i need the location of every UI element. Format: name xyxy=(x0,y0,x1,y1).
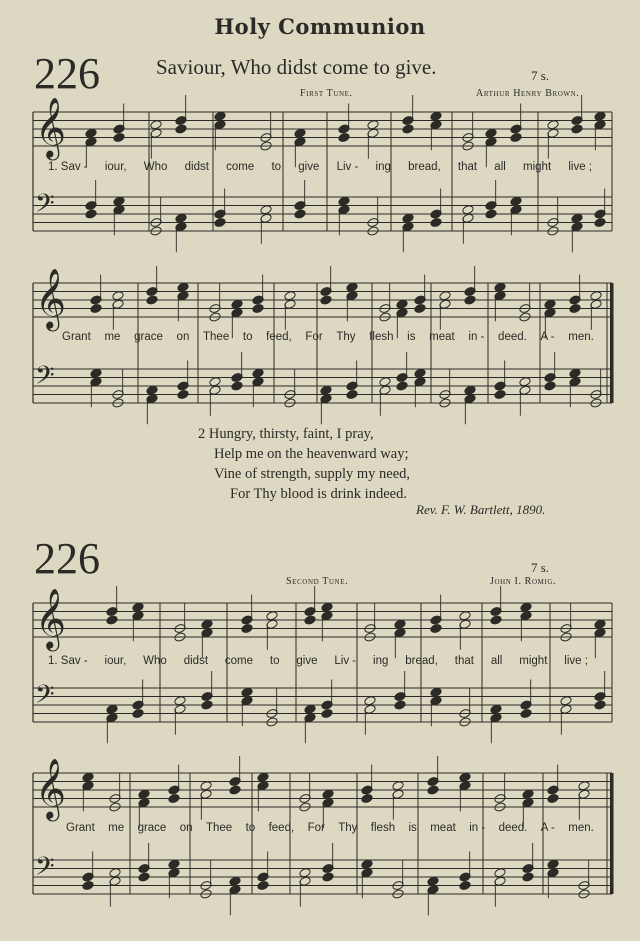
notehead xyxy=(494,868,506,878)
notehead xyxy=(338,196,350,206)
notehead xyxy=(379,377,391,387)
notehead xyxy=(200,781,212,791)
notehead xyxy=(571,124,583,134)
notehead xyxy=(231,299,243,309)
notehead xyxy=(231,381,243,391)
notehead xyxy=(138,872,150,882)
notehead xyxy=(414,303,426,313)
notehead xyxy=(109,868,121,878)
lyric-syllable: live ; xyxy=(568,161,592,173)
lyric-syllable: is xyxy=(408,822,417,834)
lyric-syllable: to xyxy=(269,655,280,667)
notehead xyxy=(520,602,532,612)
hymn-meter: 7 s. xyxy=(531,68,550,83)
notehead xyxy=(209,377,221,387)
notehead xyxy=(464,295,476,305)
verse-2-line-4: For Thy blood is drink indeed. xyxy=(230,486,407,502)
lyric-syllable: to xyxy=(242,331,253,343)
notehead xyxy=(519,377,531,387)
lyric-syllable: on xyxy=(179,822,193,834)
notehead xyxy=(174,696,186,706)
notehead xyxy=(214,111,226,121)
lyric-syllable: ing xyxy=(373,655,389,667)
notehead xyxy=(321,602,333,612)
lyric-syllable: didst xyxy=(183,655,209,667)
lyric-syllable: men. xyxy=(568,331,594,343)
notehead xyxy=(361,793,373,803)
notehead xyxy=(320,385,332,395)
notehead xyxy=(175,124,187,134)
notehead xyxy=(229,876,241,886)
notehead xyxy=(229,785,241,795)
lyric-syllable: didst xyxy=(184,161,209,173)
notehead xyxy=(427,785,439,795)
notehead xyxy=(252,303,264,313)
bass-clef-icon: 𝄢 xyxy=(35,189,55,225)
lyric-syllable: in - xyxy=(468,331,485,343)
tune-name-2: Second Tune. xyxy=(286,576,349,587)
notehead xyxy=(430,623,442,633)
notehead xyxy=(82,772,94,782)
lyric-syllable: 1. Sav - xyxy=(48,161,88,173)
final-barline xyxy=(610,283,614,403)
verse-2-line-1: 2 Hungry, thirsty, faint, I pray, xyxy=(198,426,374,442)
notehead xyxy=(241,623,253,633)
lyric-syllable: bread, xyxy=(408,161,441,173)
lyric-syllable: grace xyxy=(134,331,163,343)
verse-2-line-2: Help me on the heavenward way; xyxy=(214,446,409,462)
lyric-syllable: grace xyxy=(137,822,167,834)
notehead xyxy=(520,708,532,718)
notehead xyxy=(459,611,471,621)
notehead xyxy=(320,295,332,305)
notehead xyxy=(547,793,559,803)
lyric-syllable: Who xyxy=(143,161,168,173)
notehead xyxy=(177,282,189,292)
notehead xyxy=(321,708,333,718)
notehead xyxy=(392,781,404,791)
lyric-syllable: iour, xyxy=(104,161,127,173)
verse-2-line-3: Vine of strength, supply my need, xyxy=(214,466,411,482)
lyric-syllable: is xyxy=(407,331,416,343)
lyric-syllable: that xyxy=(454,655,474,667)
lyric-syllable: meat xyxy=(429,331,455,343)
lyric-syllable: give xyxy=(298,161,320,173)
lyric-syllable: come xyxy=(226,161,255,173)
notehead xyxy=(304,615,316,625)
notehead xyxy=(462,205,474,215)
hymn-number-2: 226 xyxy=(34,534,100,583)
notehead xyxy=(367,120,379,130)
lyric-syllable: might xyxy=(523,161,552,173)
lyric-syllable: give xyxy=(296,655,318,667)
lyrics-line-1 xyxy=(48,161,592,173)
notehead xyxy=(522,789,534,799)
lyrics-line-2 xyxy=(62,331,594,343)
hymn-meter-2: 7 s. xyxy=(531,560,550,575)
notehead xyxy=(485,128,497,138)
notehead xyxy=(294,209,306,219)
lyric-syllable: Thee xyxy=(205,822,233,834)
notehead xyxy=(132,602,144,612)
hymn-title: Saviour, Who didst come to give. xyxy=(156,55,437,79)
lyric-syllable: me xyxy=(104,331,121,343)
notehead xyxy=(322,789,334,799)
notehead xyxy=(361,859,373,869)
lyric-syllable: all xyxy=(494,161,506,173)
hymn-number: 226 xyxy=(34,49,100,98)
notehead xyxy=(560,696,572,706)
notehead xyxy=(294,128,306,138)
notehead xyxy=(594,217,606,227)
running-header: Holy Communion xyxy=(214,14,426,39)
lyric-syllable: Thy xyxy=(338,822,358,834)
notehead xyxy=(201,619,213,629)
author-credit: Rev. F. W. Bartlett, 1890. xyxy=(416,502,546,517)
lyric-syllable: men. xyxy=(568,822,594,834)
notehead xyxy=(544,381,556,391)
treble-clef-icon: 𝄞 xyxy=(35,97,67,159)
lyric-syllable: For xyxy=(307,822,325,834)
notehead xyxy=(146,295,158,305)
tune-name: First Tune. xyxy=(300,88,353,99)
notehead xyxy=(414,368,426,378)
notehead xyxy=(571,213,583,223)
notehead xyxy=(168,793,180,803)
lyric-syllable: Who xyxy=(143,655,167,667)
lyric-syllable: come xyxy=(224,655,254,667)
lyric-syllable: For xyxy=(305,331,323,343)
notehead xyxy=(396,381,408,391)
lyric-syllable: to xyxy=(271,161,282,173)
notehead xyxy=(106,615,118,625)
notehead xyxy=(85,128,97,138)
bass-clef-icon: 𝄢 xyxy=(35,852,55,888)
notehead xyxy=(569,303,581,313)
notehead xyxy=(439,291,451,301)
notehead xyxy=(346,389,358,399)
bass-clef-icon: 𝄢 xyxy=(35,680,55,716)
notehead xyxy=(257,772,269,782)
notehead xyxy=(490,615,502,625)
notehead xyxy=(146,385,158,395)
notehead xyxy=(402,124,414,134)
notehead xyxy=(494,282,506,292)
lyric-syllable: 1. Sav - xyxy=(48,655,88,667)
notehead xyxy=(459,772,471,782)
notehead xyxy=(106,704,118,714)
notehead xyxy=(490,704,502,714)
notehead xyxy=(252,368,264,378)
lyrics-line-4 xyxy=(66,822,594,834)
notehead xyxy=(494,389,506,399)
notehead xyxy=(346,282,358,292)
lyric-syllable: A - xyxy=(540,822,555,834)
lyric-syllable: flesh xyxy=(369,331,394,343)
notehead xyxy=(338,132,350,142)
treble-clef-icon: 𝄞 xyxy=(35,268,67,330)
notehead xyxy=(284,291,296,301)
notehead xyxy=(175,213,187,223)
notehead xyxy=(594,700,606,710)
notehead xyxy=(299,868,311,878)
notehead xyxy=(578,781,590,791)
notehead xyxy=(132,708,144,718)
lyric-syllable: deed. xyxy=(498,331,527,343)
lyric-syllable: that xyxy=(457,161,478,173)
notehead xyxy=(138,789,150,799)
notehead xyxy=(594,619,606,629)
notehead xyxy=(430,687,442,697)
notehead xyxy=(304,704,316,714)
lyric-syllable: Liv - xyxy=(336,161,359,173)
lyric-syllable: meat xyxy=(430,822,456,834)
notehead xyxy=(594,111,606,121)
notehead xyxy=(522,872,534,882)
composer-name: Arthur Henry Brown. xyxy=(476,88,580,99)
notehead xyxy=(430,217,442,227)
notehead xyxy=(396,299,408,309)
notehead xyxy=(85,209,97,219)
treble-clef-icon: 𝄞 xyxy=(35,758,67,820)
lyric-syllable: feed, xyxy=(268,822,295,834)
notehead xyxy=(113,196,125,206)
lyric-syllable: me xyxy=(108,822,125,834)
notehead xyxy=(90,303,102,313)
lyric-syllable: live ; xyxy=(564,655,588,667)
notehead xyxy=(168,859,180,869)
lyric-syllable: to xyxy=(245,822,256,834)
lyric-syllable: flesh xyxy=(370,822,396,834)
lyrics-line-3 xyxy=(48,655,588,667)
lyric-syllable: Thy xyxy=(336,331,356,343)
notehead xyxy=(427,876,439,886)
notehead xyxy=(544,299,556,309)
composer-name-2: John I. Romig. xyxy=(490,576,557,587)
bass-clef-icon: 𝄢 xyxy=(35,361,55,397)
notehead xyxy=(459,880,471,890)
notehead xyxy=(177,389,189,399)
notehead xyxy=(510,132,522,142)
lyric-syllable: bread, xyxy=(405,655,438,667)
notehead xyxy=(402,213,414,223)
notehead xyxy=(201,700,213,710)
treble-clef-icon: 𝄞 xyxy=(35,588,67,650)
lyric-syllable: on xyxy=(176,331,190,343)
lyric-syllable: Thee xyxy=(203,331,230,343)
notehead xyxy=(260,205,272,215)
notehead xyxy=(266,611,278,621)
notehead xyxy=(590,291,602,301)
lyric-syllable: Grant xyxy=(62,331,91,343)
lyric-syllable: deed. xyxy=(498,822,528,834)
notehead xyxy=(82,880,94,890)
lyric-syllable: in - xyxy=(469,822,486,834)
lyric-syllable: all xyxy=(490,655,503,667)
final-barline xyxy=(610,773,614,894)
notehead xyxy=(90,368,102,378)
lyric-syllable: Liv - xyxy=(334,655,357,667)
notehead xyxy=(214,217,226,227)
notehead xyxy=(394,619,406,629)
lyric-syllable: feed, xyxy=(266,331,292,343)
lyric-syllable: might xyxy=(519,655,548,667)
lyric-syllable: Grant xyxy=(66,822,95,834)
notehead xyxy=(257,880,269,890)
notehead xyxy=(241,687,253,697)
notehead xyxy=(430,111,442,121)
notehead xyxy=(485,209,497,219)
notehead xyxy=(112,291,124,301)
lyric-syllable: ing xyxy=(375,161,391,173)
notehead xyxy=(464,385,476,395)
notehead xyxy=(547,859,559,869)
notehead xyxy=(113,132,125,142)
notehead xyxy=(364,696,376,706)
notehead xyxy=(394,700,406,710)
notehead xyxy=(510,196,522,206)
lyric-syllable: A - xyxy=(540,331,555,343)
notehead xyxy=(569,368,581,378)
notehead xyxy=(547,120,559,130)
notehead xyxy=(150,120,162,130)
lyric-syllable: iour, xyxy=(104,655,127,667)
notehead xyxy=(322,872,334,882)
